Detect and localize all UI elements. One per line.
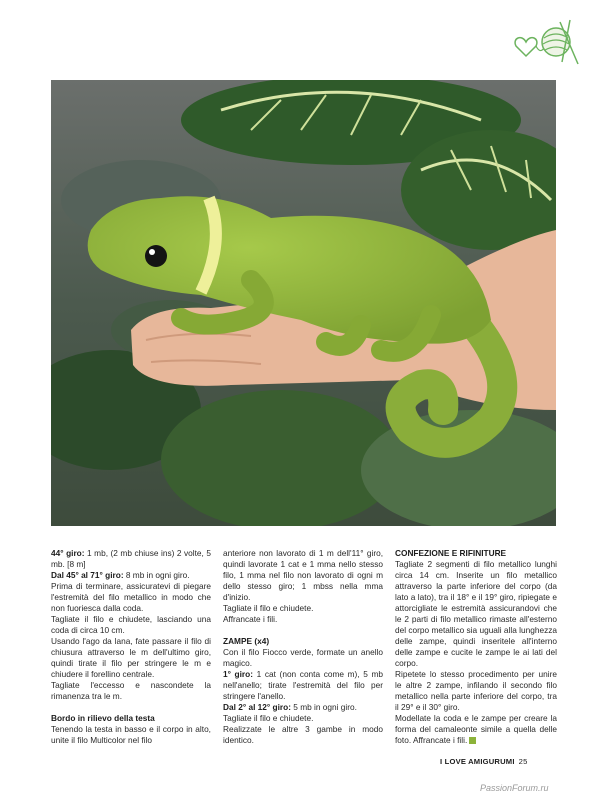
paragraph: anteriore non lavorato di 1 m dell'11° giro, quindi lavorate 1 cat e 1 mma nello stesso filo, 1 mma nel filo non lavorato di ogni m dello stesso giro; 1 mbss nella mma d'inizio. — [223, 548, 383, 602]
magazine-name: I LOVE AMIGURUMI — [440, 757, 515, 766]
paragraph: Tagliate l'eccesso e nascondete la rimanenza tra le m. — [51, 680, 211, 701]
text-column-2 — [223, 548, 383, 746]
paragraph: Ripetete lo stesso procedimento per unire le altre 2 zampe, infilando il secondo filo metallico nella parte inferiore del corpo, tra il 29° e il 30° giro. — [395, 669, 557, 712]
paragraph: 44° giro: 1 mb, (2 mb chiuse ins) 2 volte, 5 mb. [8 m] — [51, 548, 211, 569]
paragraph: 1° giro: 1 cat (non conta come m), 5 mb nell'anello; tirate l'estremità del filo per stringere l'anello. — [223, 669, 384, 701]
page-number: 25 — [518, 757, 528, 766]
section-heading: CONFEZIONE E RIFINITURE — [395, 548, 507, 558]
paragraph: Realizzate le altre 3 gambe in modo identico. — [223, 724, 383, 745]
paragraph: Affrancate i fili. — [223, 614, 278, 624]
chameleon-photo — [51, 80, 556, 526]
page-footer — [440, 757, 528, 766]
paragraph: Tagliate 2 segmenti di filo metallico lunghi circa 14 cm. Inserite un filo metallico attraverso la parte inferiore del corpo (da lato a lato), tra il 18° e il 19° giro, ripiegate e attorcigliate le estremità assicurandovi che le 2 parti di filo metallico rimaste all'esterno del corpo metallico sia uguali alla lunghezza delle zampe, quindi inseritele all'interno delle zampe e cucite le zampe le ai lati del corpo. — [395, 559, 557, 668]
end-mark-icon — [469, 737, 476, 744]
paragraph: Usando l'ago da lana, fate passare il filo di chiusura attraverso le m dell'ultimo giro, quindi tirate il filo per stringere le m e chiudere il forellino centrale. — [51, 636, 211, 679]
paragraph: Tagliate il filo e chiudete, lasciando una coda di circa 10 cm. — [51, 614, 211, 635]
paragraph: Tenendo la testa in basso e il corpo in alto, unite il filo Multicolor nel filo — [51, 724, 211, 745]
paragraph: Tagliate il filo e chiudete. — [223, 713, 314, 723]
section-heading: ZAMPE (x4) — [223, 636, 270, 646]
section-heading: Bordo in rilievo della testa — [51, 713, 155, 723]
paragraph: Prima di terminare, assicuratevi di piegare l'estremità del filo metallico in modo che non fuoriesca dalla coda. — [51, 581, 211, 613]
paragraph: Modellate la coda e le zampe per creare la forma del camaleonte simile a quella delle foto. Affrancate i fili. — [395, 713, 557, 745]
paragraph: Tagliate il filo e chiudete. — [223, 603, 314, 613]
text-column-1 — [51, 548, 211, 746]
paragraph: Dal 2° al 12° giro: 5 mb in ogni giro. — [223, 702, 357, 712]
paragraph: Dal 45° al 71° giro: 8 mb in ogni giro. — [51, 570, 190, 580]
watermark: PassionForum.ru — [480, 783, 549, 793]
paragraph: Con il filo Fiocco verde, formate un anello magico. — [223, 647, 383, 668]
text-column-3 — [395, 548, 557, 746]
yarn-heart-logo-icon — [512, 16, 582, 68]
